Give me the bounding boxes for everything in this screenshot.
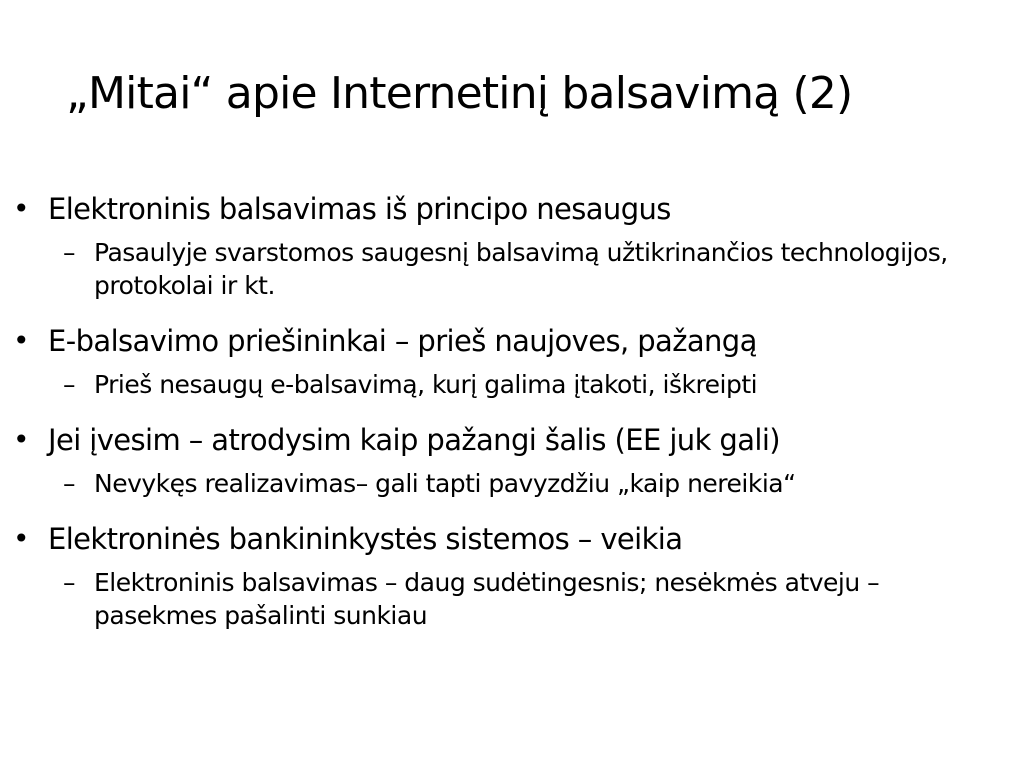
bullet-text: Elektroninis balsavimas iš principo nesaugus	[48, 192, 671, 226]
sub-bullet-text: Pasaulyje svarstomos saugesnį balsavimą užtikrinančios technologijos, protokolai ir kt.	[94, 238, 948, 300]
bullet-marker: •	[13, 423, 29, 456]
sub-bullet-marker: –	[63, 568, 75, 597]
sub-bullet-item	[0, 467, 994, 500]
bullet-text: Elektroninės bankininkystės sistemos – veikia	[48, 522, 683, 556]
bullet-text: E-balsavimo priešininkai – prieš naujoves, pažangą	[48, 324, 757, 358]
bullet-marker: •	[13, 324, 29, 357]
bullet-item	[0, 421, 1024, 459]
sub-bullet-text: Nevykęs realizavimas– gali tapti pavyzdžiu „kaip nereikia“	[94, 469, 796, 498]
sub-bullet-marker: –	[63, 469, 75, 498]
bullet-text: Jei įvesim – atrodysim kaip pažangi šalis (EE juk gali)	[48, 423, 780, 457]
bullet-marker: •	[13, 192, 29, 225]
sub-bullet-item	[0, 368, 994, 401]
sub-bullet-marker: –	[63, 370, 75, 399]
bullet-item	[0, 190, 1024, 228]
sub-bullet-item	[0, 566, 994, 632]
bullet-item	[0, 520, 1024, 558]
sub-bullet-item	[0, 236, 994, 302]
bullet-marker: •	[13, 522, 29, 555]
slide-title: „Mitai“ apie Internetinį balsavimą (2)	[66, 68, 853, 119]
bullet-item	[0, 322, 1024, 360]
sub-bullet-text: Elektroninis balsavimas – daug sudėtingesnis; nesėkmės atveju – pasekmes pašalinti sunkiau	[94, 568, 880, 630]
bullet-list	[0, 190, 1024, 632]
sub-bullet-text: Prieš nesaugų e-balsavimą, kurį galima įtakoti, iškreipti	[94, 370, 758, 399]
sub-bullet-marker: –	[63, 238, 75, 267]
